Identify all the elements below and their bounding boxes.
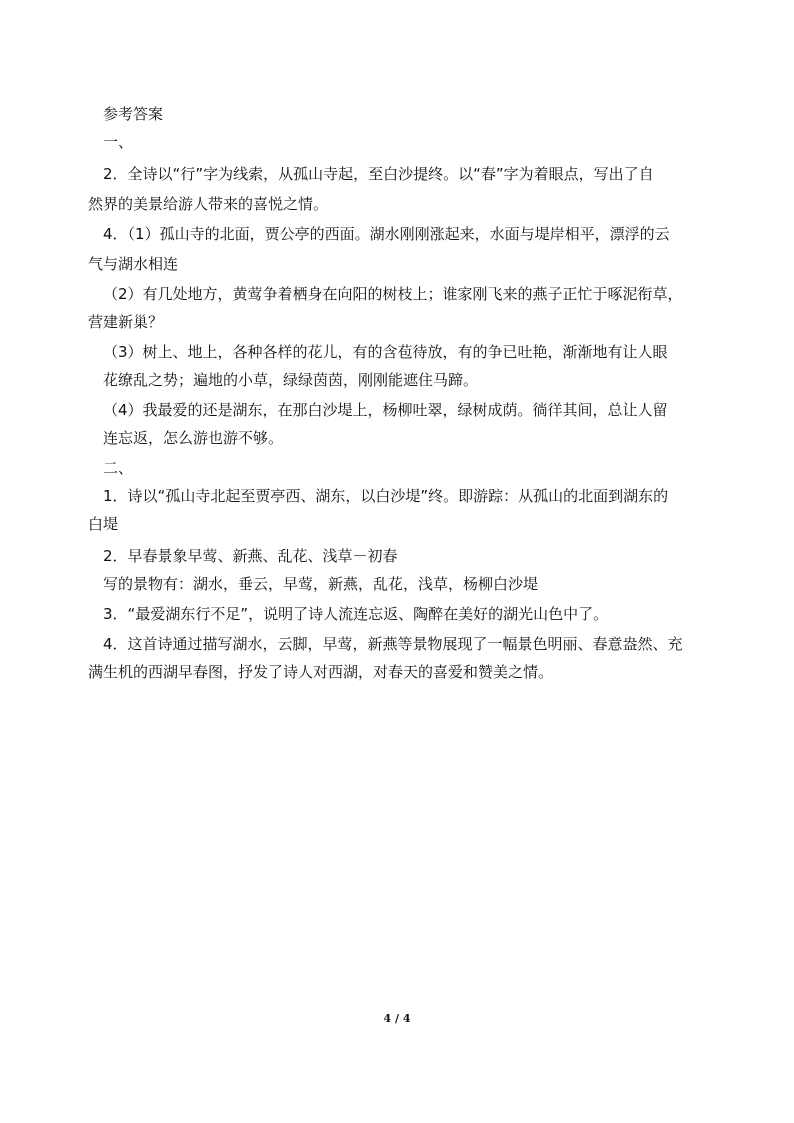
s1-q2-line2: 然界的美景给游人带来的喜悦之情。 — [88, 195, 329, 213]
s1-q4-3-line2: 花缭乱之势；遍地的小草，绿绿茵茵，刚刚能遮住马蹄。 — [103, 371, 479, 389]
s1-q4-2-line2: 营建新巢？ — [88, 313, 164, 331]
s1-q4-1-line1: 4．（1）孤山寺的北面，贾公亭的西面。湖水刚刚涨起来，水面与堤岸相平，漂浮的云 — [103, 225, 670, 243]
s2-q3-line1: 3．“最爱湖东行不足”，说明了诗人流连忘返、陶醉在美好的湖光山色中了。 — [103, 605, 609, 623]
s2-q2-line1: 2．早春景象早莺、新燕、乱花、浅草－初春 — [103, 547, 398, 565]
section-2-label: 二、 — [103, 459, 134, 477]
section-1-label: 一、 — [103, 133, 134, 151]
s1-q2-line1: 2．全诗以“行”字为线索，从孤山寺起，至白沙提终。以“春”字为着眼点，写出了自 — [103, 165, 654, 183]
s2-q1-line1: 1．诗以“孤山寺北起至贾亭西、湖东，以白沙堤”终。即游踪：从孤山的北面到湖东的 — [103, 487, 669, 505]
answer-heading: 参考答案 — [103, 105, 164, 123]
s1-q4-4-line2: 连忘返，怎么游也游不够。 — [103, 429, 284, 447]
s2-q1-line2: 白堤 — [88, 515, 119, 533]
s2-q2-line2: 写的景物有：湖水，垂云，早莺，新燕，乱花，浅草，杨柳白沙堤 — [103, 575, 539, 593]
s1-q4-4-line1: （4）我最爱的还是湖东，在那白沙堤上，杨柳吐翠，绿树成荫。徜徉其间，总让人留 — [103, 401, 668, 419]
page-number: 4 / 4 — [383, 1012, 411, 1025]
s1-q4-2-line1: （2）有几处地方，黄莺争着栖身在向阳的树枝上；谁家刚飞来的燕子正忙于啄泥衔草， — [103, 285, 683, 303]
s1-q4-1-line2: 气与湖水相连 — [88, 255, 179, 273]
s2-q4-line1: 4．这首诗通过描写湖水，云脚，早莺，新燕等景物展现了一幅景色明丽、春意盎然、充 — [103, 635, 683, 653]
s1-q4-3-line1: （3）树上、地上，各种各样的花儿，有的含苞待放，有的争已吐艳，渐渐地有让人眼 — [103, 343, 668, 361]
s2-q4-line2: 满生机的西湖早春图，抒发了诗人对西湖，对春天的喜爱和赞美之情。 — [88, 663, 554, 681]
